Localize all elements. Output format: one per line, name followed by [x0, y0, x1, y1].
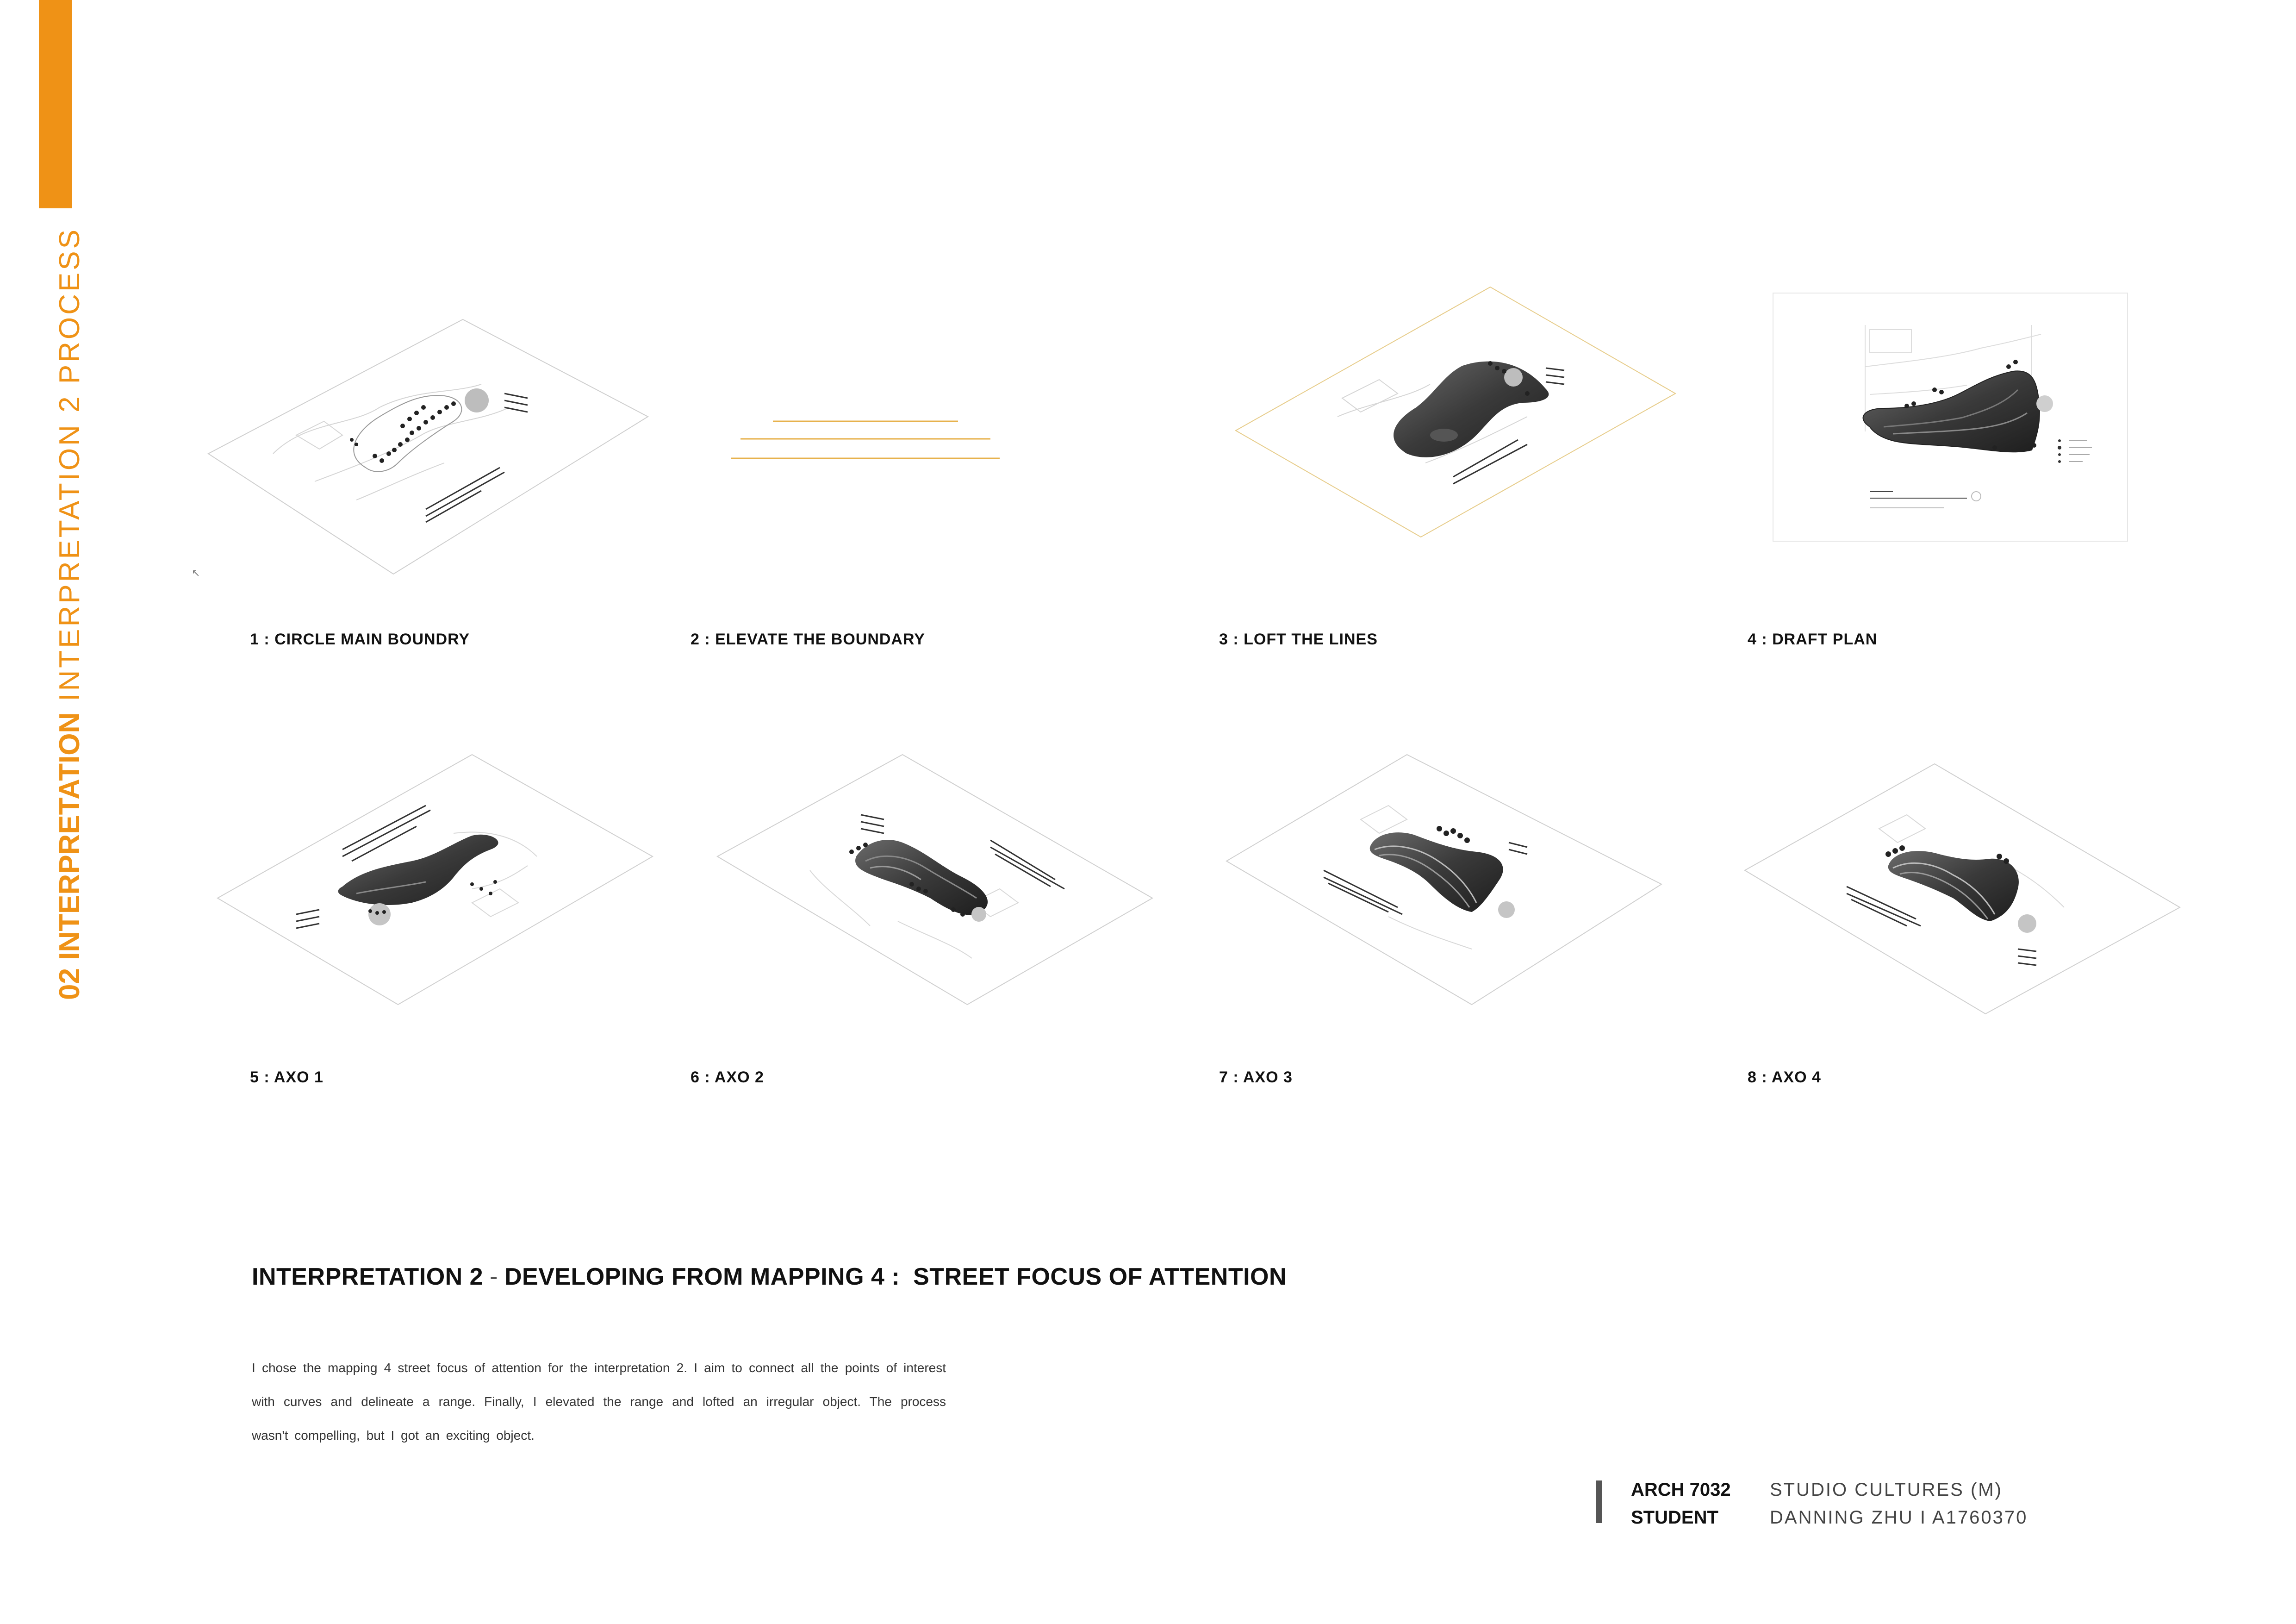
- panel-3-diagram: [1231, 282, 1685, 542]
- step-6-caption: 6 : AXO 2: [691, 1068, 764, 1086]
- step-4-caption: 4 : DRAFT PLAN: [1748, 631, 1878, 648]
- panel-7-diagram: [1222, 750, 1666, 1009]
- accent-bar: [39, 0, 72, 208]
- panel-1-diagram: [204, 315, 657, 583]
- step-7-caption: 7 : AXO 3: [1219, 1068, 1293, 1086]
- description-paragraph: I chose the mapping 4 street focus of attention for the interpretation 2. I aim to connect all the points of interest with curves and delineate a range. Finally, I elevated the range and lofted an irregular object. The process wasn't compelling, but I got an exciting object.: [252, 1361, 946, 1443]
- page-heading: [252, 1263, 1287, 1291]
- student-name: DANNING ZHU I A1760370: [1770, 1507, 2028, 1528]
- sidebar-title: [56, 227, 84, 1000]
- panel-2-diagram: [722, 412, 1009, 472]
- heading-part-3: STREET FOCUS OF ATTENTION: [913, 1263, 1287, 1290]
- course-credit: [1631, 1480, 2003, 1500]
- credit-divider: [1596, 1480, 1602, 1523]
- north-arrow-icon: ↖: [192, 568, 200, 579]
- heading-part-2: DEVELOPING FROM MAPPING 4 :: [504, 1263, 900, 1290]
- step-1-caption: 1 : CIRCLE MAIN BOUNDRY: [250, 631, 470, 648]
- panel-5-diagram: [213, 750, 657, 1009]
- heading-part-1: INTERPRETATION 2: [252, 1263, 484, 1290]
- student-credit: [1631, 1507, 2028, 1528]
- course-code: ARCH 7032: [1631, 1480, 1731, 1500]
- panel-4-diagram: [1773, 293, 2129, 543]
- panel-8-diagram: [1740, 759, 2184, 1018]
- step-5-caption: 5 : AXO 1: [250, 1068, 324, 1086]
- section-subtitle: INTERPRETATION 2 PROCESS: [54, 227, 86, 701]
- section-title: 02 INTERPRETATION: [54, 712, 86, 1000]
- step-3-caption: 3 : LOFT THE LINES: [1219, 631, 1378, 648]
- step-2-caption: 2 : ELEVATE THE BOUNDARY: [691, 631, 925, 648]
- course-name: STUDIO CULTURES (M): [1770, 1480, 2003, 1500]
- panel-6-diagram: [713, 750, 1157, 1009]
- step-8-caption: 8 : AXO 4: [1748, 1068, 1821, 1086]
- heading-separator: -: [490, 1263, 498, 1290]
- student-label: STUDENT: [1631, 1507, 1718, 1528]
